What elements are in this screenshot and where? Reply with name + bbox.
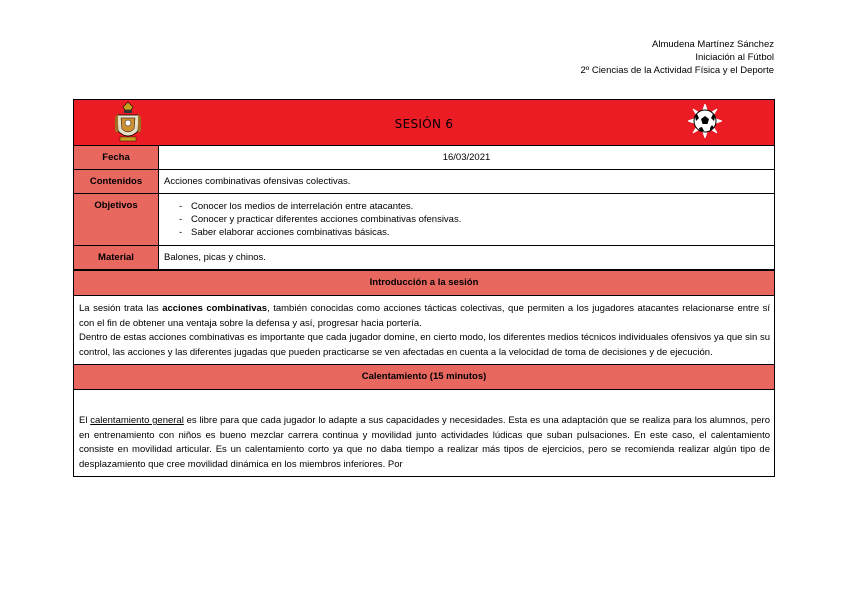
intro-paragraph-2: Dentro de estas acciones combinativas es importante que cada jugador domine, en cierto modo, los diferentes medios técnicos individuales ofensivos ya que sin su control, las acciones y las diferentes jugadas que pueden practicarse se ven afectadas en cuenta a la velocidad de toma de decisiones y de ejecución. (79, 332, 770, 358)
objetivos-list (171, 200, 769, 239)
fecha-row (74, 146, 774, 170)
warmup-text-end: es libre para que cada jugador lo adapte a sus capacidades y necesidades. Esta es una adaptación que se realiza para los alumnos, pero en entrenamiento con niños es bueno mezclar carrera continua y movilidad junto actividades lúdicas que suban pulsaciones. En este caso, el calentamiento consiste en movilidad articular. Es un calentamiento corto ya que no daba tiempo a realizar más tipos de ejercicios, pero se recomienda realizar algún tipo de desplazamiento que cree movilidad dinámica en los miembros inferiores. Por (79, 415, 770, 470)
contenidos-label: Contenidos (74, 170, 159, 194)
objetivos-label: Objetivos (74, 194, 159, 246)
warmup-paragraph (79, 414, 770, 472)
author-name: Almudena Martínez Sánchez (652, 39, 774, 50)
session-sheet (73, 99, 775, 477)
contenidos-row (74, 170, 774, 194)
program-name: 2º Ciencias de la Actividad Física y el Deporte (580, 65, 774, 76)
crest-icon (114, 101, 142, 143)
fecha-label: Fecha (74, 146, 159, 170)
intro-text-start: La sesión trata las (79, 303, 163, 314)
warmup-underlined-term: calentamiento general (90, 415, 184, 426)
session-title: SESIÓN 6 (394, 116, 454, 131)
intro-heading: Introducción a la sesión (74, 270, 774, 296)
warmup-body (74, 390, 774, 476)
intro-body (74, 296, 774, 364)
objetivos-value (159, 194, 775, 246)
contenidos-value: Acciones combinativas ofensivas colectivas. (159, 170, 775, 194)
intro-bold-term: acciones combinativas (162, 303, 268, 314)
author-header (580, 38, 774, 77)
warmup-text-start: El (79, 415, 91, 426)
objetivo-item: - Saber elaborar acciones combinativas básicas. (191, 226, 769, 239)
fecha-value: 16/03/2021 (159, 146, 775, 170)
title-bar (74, 100, 774, 146)
material-row (74, 246, 774, 270)
material-value: Balones, picas y chinos. (159, 246, 775, 270)
course-name: Iniciación al Fútbol (695, 52, 774, 63)
soccer-ball-icon (688, 104, 722, 138)
intro-paragraph-1 (79, 302, 770, 331)
warmup-heading: Calentamiento (15 minutos) (74, 364, 774, 390)
intro-text-end: , también conocidas como acciones tácticas colectivas, que permiten a los jugadores atacantes relacionarse entre sí con el fin de obtener una ventaja sobre la defensa y así, progresar hacia portería. (79, 303, 770, 329)
objetivos-row (74, 194, 774, 246)
objetivo-item: - Conocer los medios de interrelación entre atacantes. (191, 200, 769, 213)
session-details-table (74, 146, 774, 270)
objetivo-item: - Conocer y practicar diferentes acciones combinativas ofensivas. (191, 213, 769, 226)
material-label: Material (74, 246, 159, 270)
